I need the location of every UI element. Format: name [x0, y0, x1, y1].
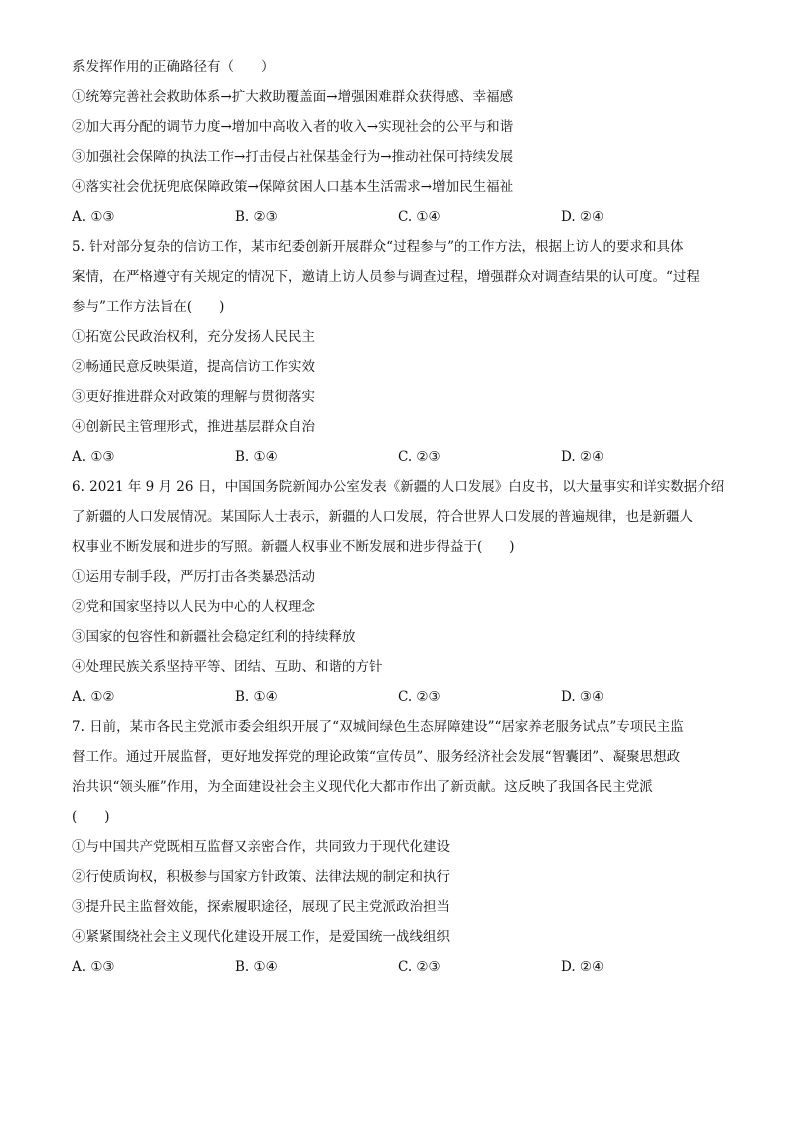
- choice-c: C. ②③: [398, 689, 441, 705]
- option-2: ②加大再分配的调节力度→增加中高收入者的收入→实现社会的公平与和谐: [72, 119, 514, 135]
- option-4: ④紧紧围绕社会主义现代化建设开展工作，是爱国统一战线组织: [72, 929, 450, 945]
- question-6: [72, 478, 732, 707]
- stem-line: 案情，在严格遵守有关规定的情况下，邀请上访人员参与调查过程，增强群众对调查结果的认可度。“过程: [72, 269, 700, 285]
- option-1: ①运用专制手段，严厉打击各类暴恐活动: [72, 569, 315, 585]
- answer-choices: [72, 958, 732, 977]
- option-4: ④创新民主管理形式，推进基层群众自治: [72, 419, 315, 435]
- question-stem: [72, 478, 732, 557]
- option-1: ①与中国共产党既相互监督又亲密合作，共同致力于现代化建设: [72, 839, 450, 855]
- choice-d: D. ②④: [561, 449, 605, 465]
- option-4: ④落实社会优抚兜底保障政策→保障贫困人口基本生活需求→增加民生福祉: [72, 179, 514, 195]
- choice-c: C. ②③: [398, 959, 441, 975]
- option-2: ②畅通民意反映渠道，提高信访工作实效: [72, 359, 315, 375]
- choice-d: D. ②④: [561, 209, 605, 225]
- choice-c: C. ①④: [398, 209, 441, 225]
- option-3: ③加强社会保障的执法工作→打击侵占社保基金行为→推动社保可持续发展: [72, 149, 514, 165]
- option-1: ①统筹完善社会救助体系→扩大救助覆盖面→增强困难群众获得感、幸福感: [72, 89, 514, 105]
- choice-a: A. ①②: [72, 689, 115, 705]
- choice-a: A. ①③: [72, 209, 115, 225]
- stem-line: 参与”工作方法旨在( ): [72, 299, 225, 315]
- question-5: [72, 238, 732, 467]
- stem-line: 督工作。通过开展监督，更好地发挥党的理论政策“宣传员”、服务经济社会发展“智囊团”、凝聚思想政: [72, 749, 681, 765]
- question-4-tail: [72, 58, 732, 227]
- option-4: ④处理民族关系坚持平等、团结、互助、和谐的方针: [72, 659, 383, 675]
- question-stem: [72, 58, 732, 77]
- choice-a: A. ①③: [72, 449, 115, 465]
- option-3: ③提升民主监督效能，探索履职途径，展现了民主党派政治担当: [72, 899, 450, 915]
- choice-b: B. ②③: [235, 209, 278, 225]
- question-7: [72, 718, 732, 977]
- choice-b: B. ①④: [235, 449, 278, 465]
- stem-line: 权事业不断发展和进步的写照。新疆人权事业不断发展和进步得益于( ): [72, 539, 515, 555]
- choice-b: B. ①④: [235, 689, 278, 705]
- option-1: ①拓宽公民政治权利，充分发扬人民民主: [72, 329, 315, 345]
- stem-line: 系发挥作用的正确路径有（ ）: [72, 59, 275, 75]
- option-2: ②党和国家坚持以人民为中心的人权理念: [72, 599, 315, 615]
- choice-b: B. ①④: [235, 959, 278, 975]
- answer-choices: [72, 208, 732, 227]
- choice-d: D. ②④: [561, 959, 605, 975]
- option-3: ③国家的包容性和新疆社会稳定红利的持续释放: [72, 629, 356, 645]
- choice-a: A. ①③: [72, 959, 115, 975]
- exam-page: [72, 58, 732, 988]
- question-stem: [72, 718, 732, 827]
- answer-choices: [72, 688, 732, 707]
- stem-line: 治共识“领头雁”作用，为全面建设社会主义现代化大都市作出了新贡献。这反映了我国各民主党派: [72, 779, 653, 795]
- option-2: ②行使质询权，积极参与国家方针政策、法律法规的制定和执行: [72, 869, 450, 885]
- choice-c: C. ②③: [398, 449, 441, 465]
- stem-line: 7. 日前，某市各民主党派市委会组织开展了“双城间绿色生态屏障建设”“居家养老服务试点”专项民主监: [72, 719, 684, 735]
- question-stem: [72, 238, 732, 317]
- choice-d: D. ③④: [561, 689, 605, 705]
- option-3: ③更好推进群众对政策的理解与贯彻落实: [72, 389, 315, 405]
- stem-line: ( ): [72, 809, 110, 825]
- stem-line: 5. 针对部分复杂的信访工作，某市纪委创新开展群众“过程参与”的工作方法，根据上访人的要求和具体: [72, 239, 684, 255]
- stem-line: 6. 2021 年 9 月 26 日，中国国务院新闻办公室发表《新疆的人口发展》白皮书，以大量事实和详实数据介绍: [72, 479, 725, 495]
- answer-choices: [72, 448, 732, 467]
- stem-line: 了新疆的人口发展情况。某国际人士表示，新疆的人口发展，符合世界人口发展的普遍规律，也是新疆人: [72, 509, 693, 525]
